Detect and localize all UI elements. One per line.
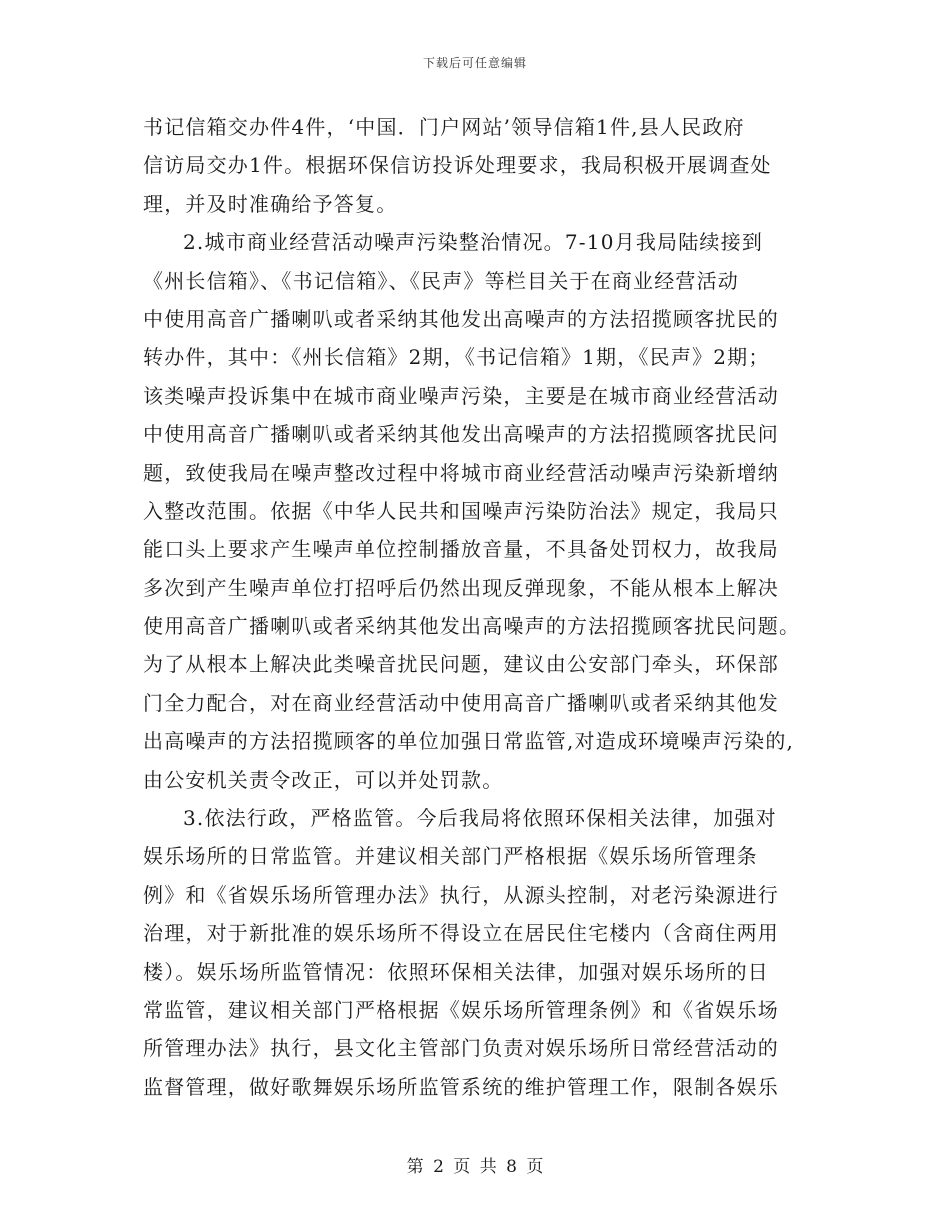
text-line: 为了从根本上解决此类噪音扰民问题，建议由公安部门牵头，环保部 <box>143 652 779 677</box>
text-line: 监督管理，做好歌舞娱乐场所监管系统的维护管理工作，限制各娱乐 <box>143 1074 779 1099</box>
text-line: 能口头上要求产生噪声单位控制播放音量，不具备处罚权力，故我局 <box>143 537 779 562</box>
text-line: 书记信箱交办件4件，‘中国．门户网站’领导信箱1件,县人民政府 <box>143 115 745 139</box>
page-number: 第 2 页 共 8 页 <box>406 1157 544 1177</box>
paragraph-start-line: 3.依法行政，严格监管。今后我局将依照环保相关法律，加强对 <box>183 806 777 831</box>
text-line: 使用高音广播喇叭或者采纳其他发出高噪声的方法招揽顾客扰民问题。 <box>143 614 801 639</box>
text-line: 由公安机关责令改正，可以并处罚款。 <box>143 767 504 792</box>
text-line: 治理，对于新批准的娱乐场所不得设立在居民住宅楼内（含商住两用 <box>143 921 779 946</box>
text-line: 多次到产生噪声单位打招呼后仍然出现反弹现象，不能从根本上解决 <box>143 575 779 600</box>
text-line: 门全力配合，对在商业经营活动中使用高音广播喇叭或者采纳其他发 <box>143 690 779 715</box>
text-line: 转办件，其中：《州长信箱》2期，《书记信箱》1期，《民声》2期； <box>143 345 770 370</box>
page-header: 下载后可任意编辑 <box>422 56 527 70</box>
text-line: 《州长信箱》、《书记信箱》、《民声》等栏目关于在商业经营活动 <box>143 268 739 293</box>
text-line: 该类噪声投诉集中在城市商业噪声污染，主要是在城市商业经营活动 <box>143 383 779 408</box>
text-line: 出高噪声的方法招揽顾客的单位加强日常监管,对造成环境噪声污染的, <box>143 729 795 754</box>
text-line: 中使用高音广播喇叭或者采纳其他发出高噪声的方法招揽顾客扰民问 <box>143 422 779 447</box>
text-line: 理，并及时准确给予答复。 <box>143 191 398 216</box>
text-line: 信访局交办1件。根据环保信访投诉处理要求，我局积极开展调查处 <box>143 153 772 178</box>
text-line: 所管理办法》执行，县文化主管部门负责对娱乐场所日常经营活动的 <box>143 1036 779 1061</box>
paragraph-start-line: 2.城市商业经营活动噪声污染整治情况。7-10月我局陆续接到 <box>183 230 764 255</box>
text-line: 例》和《省娱乐场所管理办法》执行，从源头控制，对老污染源进行 <box>143 882 779 907</box>
text-line: 中使用高音广播喇叭或者采纳其他发出高噪声的方法招揽顾客扰民的 <box>143 306 779 331</box>
text-line: 题，致使我局在噪声整改过程中将城市商业经营活动噪声污染新增纳 <box>143 460 779 485</box>
document-body <box>143 108 803 1106</box>
text-line: 娱乐场所的日常监管。并建议相关部门严格根据《娱乐场所管理条 <box>143 844 758 869</box>
text-line: 楼）。娱乐场所监管情况：依照环保相关法律，加强对娱乐场所的日 <box>143 959 769 984</box>
text-line: 入整改范围。依据《中华人民共和国噪声污染防治法》规定，我局只 <box>143 498 779 523</box>
text-line: 常监管，建议相关部门严格根据《娱乐场所管理条例》和《省娱乐场 <box>143 997 779 1022</box>
